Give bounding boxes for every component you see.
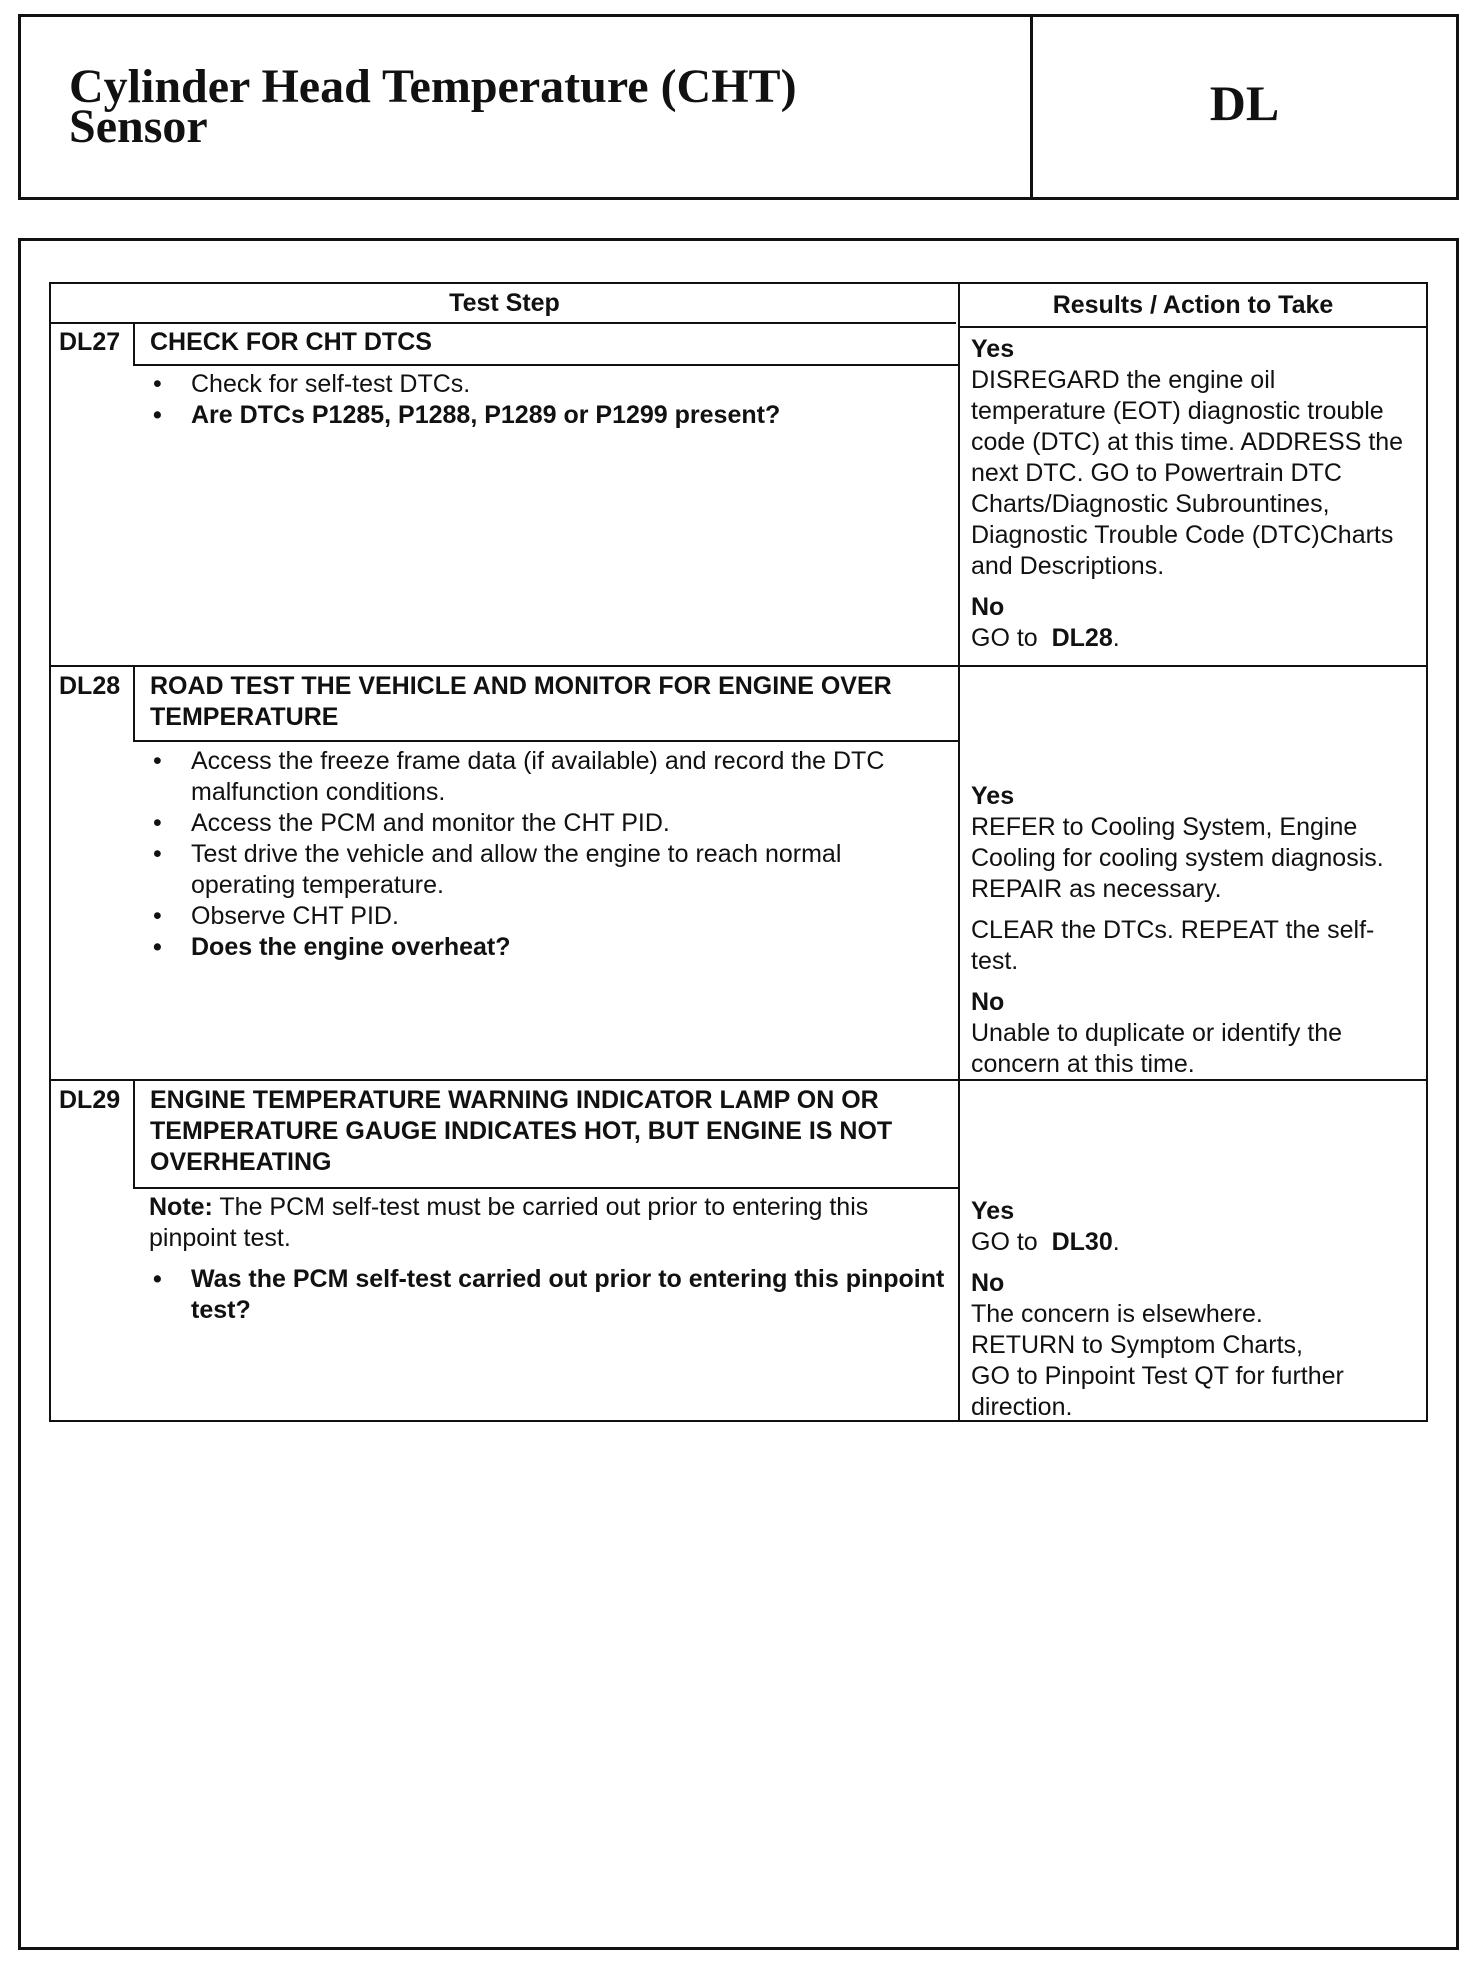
step-title-divider — [133, 1187, 958, 1189]
yes-label: Yes — [971, 1197, 1015, 1225]
step-id: DL27 — [59, 328, 121, 356]
step-id-divider — [133, 665, 135, 742]
step-title-divider — [133, 740, 958, 742]
section-code: DL — [1209, 75, 1280, 131]
step-title-divider — [133, 364, 958, 366]
step-id-divider — [133, 1079, 135, 1189]
step-title: ENGINE TEMPERATURE WARNING INDICATOR LAMP ON OR TEMPERATURE GAUGE INDICATES HOT, BUT ENGINE IS NOT OVERHEATING — [150, 1086, 893, 1176]
column-header-results: Results / Action to Take — [1052, 291, 1334, 319]
yes-action: REFER to Cooling System, Engine Cooling for cooling system diagnosis. REPAIR as necessary. — [971, 813, 1384, 903]
page-title — [21, 17, 1033, 197]
row-divider — [51, 665, 1426, 667]
step-result — [971, 781, 1416, 1080]
step-bullet: • Check for self-test DTCs. — [153, 370, 471, 398]
yes-label: Yes — [971, 782, 1015, 810]
step-bullet: • Access the PCM and monitor the CHT PID. — [153, 809, 670, 837]
step-id: DL29 — [59, 1086, 121, 1114]
step-question: • Are DTCs P1285, P1288, P1289 or P1299 present? — [153, 401, 781, 429]
no-action-3: GO to Pinpoint Test QT for further direction. — [971, 1362, 1344, 1421]
no-action: GO to DL28. — [971, 624, 1120, 652]
no-label: No — [971, 593, 1005, 621]
page-header — [18, 14, 1459, 200]
step-result — [971, 334, 1416, 654]
column-header-test-step: Test Step — [449, 289, 560, 317]
header-divider-left — [51, 322, 956, 324]
yes-action: GO to DL30. — [971, 1228, 1120, 1256]
step-bullet: • Access the freeze frame data (if available) and record the DTC malfunction conditions. — [153, 747, 885, 806]
step-question: • Was the PCM self-test carried out prior to entering this pinpoint test? — [153, 1265, 945, 1324]
pinpoint-test-table — [49, 282, 1428, 1422]
no-action: Unable to duplicate or identify the concern at this time. — [971, 1019, 1343, 1078]
step-question: • Does the engine overheat? — [153, 933, 511, 961]
step-id-divider — [133, 322, 135, 366]
column-divider — [958, 284, 960, 1420]
no-action: The concern is elsewhere. — [971, 1300, 1263, 1328]
page-title-line-1: Cylinder Head Temperature (CHT) — [69, 60, 797, 113]
page-title-line-2: Sensor — [69, 100, 208, 153]
header-divider-right — [958, 326, 1426, 328]
yes-action: DISREGARD the engine oil temperature (EOT) diagnostic trouble code (DTC) at this time. ADDRESS the next DTC. GO to Powertrain DTC Charts/Diagnostic Subrountines, Diagnostic Trouble Code (DTC)Charts and Descriptions. — [971, 366, 1404, 580]
step-id: DL28 — [59, 672, 121, 700]
step-body — [149, 369, 949, 431]
step-body — [149, 746, 949, 963]
no-label: No — [971, 988, 1005, 1016]
step-bullet: • Test drive the vehicle and allow the engine to reach normal operating temperature. — [153, 840, 842, 899]
yes-label: Yes — [971, 335, 1015, 363]
no-action-2: RETURN to Symptom Charts, — [971, 1331, 1304, 1359]
row-divider — [51, 1079, 1426, 1081]
step-body — [149, 1192, 949, 1326]
yes-action-2: CLEAR the DTCs. REPEAT the self-test. — [971, 916, 1375, 975]
step-result — [971, 1196, 1416, 1423]
step-note: Note: The PCM self-test must be carried out prior to entering this pinpoint test. — [149, 1193, 869, 1252]
step-title: ROAD TEST THE VEHICLE AND MONITOR FOR ENGINE OVER TEMPERATURE — [150, 672, 892, 731]
no-label: No — [971, 1269, 1005, 1297]
step-bullet: • Observe CHT PID. — [153, 902, 399, 930]
step-title: CHECK FOR CHT DTCS — [150, 328, 432, 356]
